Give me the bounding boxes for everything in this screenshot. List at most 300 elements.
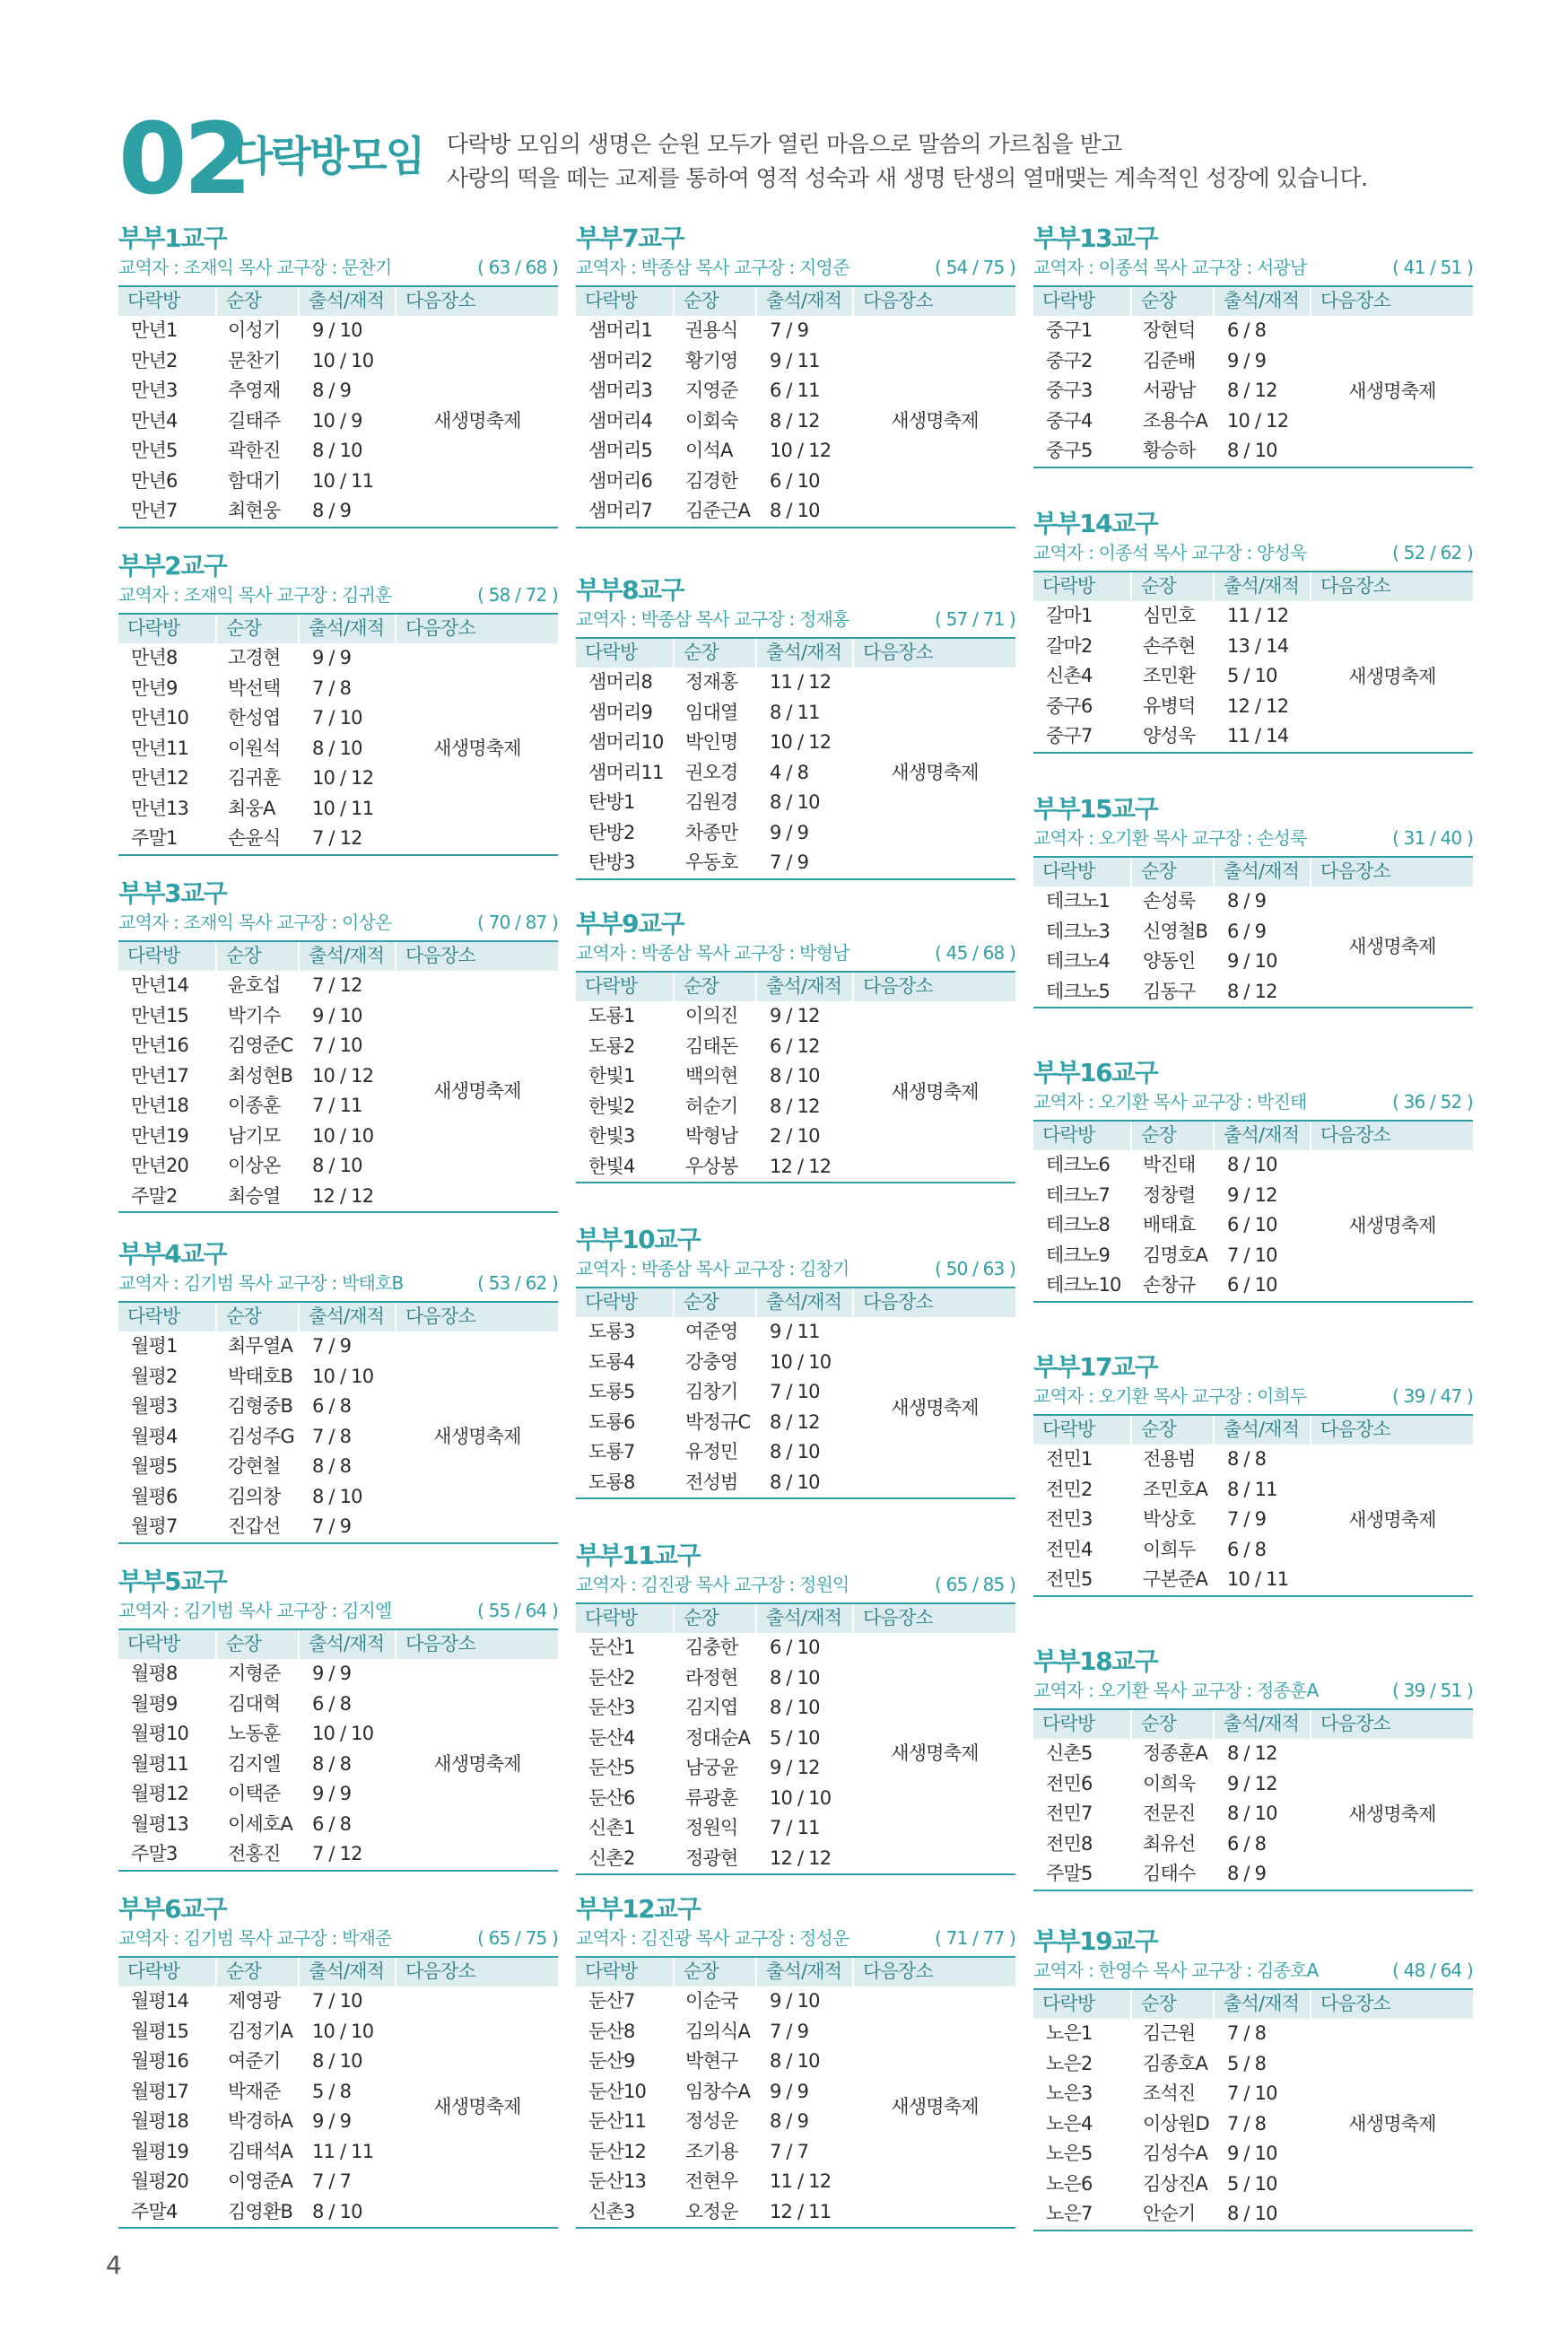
attendance-count: 8 / 11	[1227, 1478, 1277, 1500]
column-header: 순장	[1132, 572, 1215, 601]
section-description	[447, 127, 1368, 196]
darakbang-name: 월평11	[131, 1752, 189, 1775]
darakbang-name: 전민7	[1046, 1803, 1093, 1824]
attendance-count: 8 / 10	[1227, 2203, 1277, 2224]
group-section	[576, 574, 1015, 880]
group-leaders: 교역자 : 오기환 목사 교구장 : 손성룩	[1033, 827, 1307, 849]
next-place: 새생명축제	[891, 2096, 979, 2117]
leader-name: 김지엘	[228, 1752, 281, 1775]
group-leaders: 교역자 : 박종삼 목사 교구장 : 지영준	[576, 257, 849, 278]
leader-name: 양동인	[1143, 950, 1196, 972]
attendance-count: 9 / 10	[770, 1990, 820, 2012]
next-place: 새생명축제	[433, 2096, 521, 2117]
table-row	[1033, 2169, 1473, 2200]
attendance-count: 7 / 12	[312, 974, 362, 996]
attendance-count: 6 / 8	[312, 1692, 352, 1715]
attendance-count: 10 / 12	[312, 767, 374, 789]
group-title: 부부15교구	[1033, 794, 1158, 824]
attendance-count: 8 / 10	[312, 2050, 362, 2072]
leader-name: 김원경	[685, 791, 738, 813]
group-leaders: 교역자 : 오기환 목사 교구장 : 박진태	[1033, 1091, 1307, 1113]
table-row	[1033, 1859, 1473, 1890]
darakbang-name: 월평15	[131, 2020, 189, 2042]
leader-name: 전홍진	[228, 1843, 281, 1864]
group-leaders: 교역자 : 김기범 목사 교구장 : 박태호B	[118, 1272, 404, 1294]
group-title: 부부3교구	[118, 878, 227, 908]
group-leaders: 교역자 : 김진광 목사 교구장 : 정성운	[576, 1927, 849, 1949]
table-row	[1033, 346, 1473, 377]
next-place: 새생명축제	[433, 410, 521, 432]
leader-name: 안순기	[1143, 2203, 1196, 2224]
next-place: 새생명축제	[1348, 1508, 1436, 1531]
attendance-count: 7 / 9	[1227, 1508, 1267, 1530]
section-title: 다락방모임	[233, 132, 424, 180]
leader-name: 박인명	[685, 731, 738, 753]
next-place: 새생명축제	[433, 1080, 521, 1102]
darakbang-name: 샘머리7	[588, 500, 653, 521]
darakbang-name: 월평8	[131, 1663, 178, 1684]
attendance-count: 7 / 9	[312, 1335, 352, 1357]
table-row	[576, 818, 1015, 849]
darakbang-name: 한빛2	[588, 1095, 635, 1117]
page-header	[118, 101, 1464, 216]
leader-name: 정대순A	[685, 1726, 751, 1749]
column-header: 다락방	[576, 1604, 675, 1633]
next-place: 새생명축제	[1348, 665, 1436, 687]
leader-name: 김의창	[228, 1485, 281, 1507]
darakbang-name: 만년11	[131, 737, 189, 759]
darakbang-name: 만년16	[131, 1035, 189, 1056]
darakbang-name: 둔산2	[588, 1666, 635, 1689]
table-row	[1033, 1150, 1473, 1181]
table-row	[118, 1452, 558, 1482]
table-row	[1033, 632, 1473, 662]
table-row	[1033, 1241, 1473, 1271]
leader-name: 김성주G	[228, 1425, 294, 1447]
attendance-count: 10 / 12	[770, 731, 832, 753]
group-leaders: 교역자 : 박종삼 목사 교구장 : 박형남	[576, 942, 849, 964]
column-header: 다락방	[576, 1288, 675, 1317]
table-row	[1033, 1445, 1473, 1475]
table-row	[1033, 1270, 1473, 1301]
group-table	[1033, 1120, 1473, 1303]
leader-name: 정원익	[685, 1817, 738, 1838]
table-row	[1033, 2049, 1473, 2080]
group-leaders: 교역자 : 박종삼 목사 교구장 : 정재홍	[576, 608, 849, 630]
group-section	[118, 550, 558, 856]
darakbang-name: 만년14	[131, 974, 189, 996]
column-header: 다락방	[1033, 1710, 1132, 1739]
table-row	[576, 1663, 1015, 1694]
darakbang-name: 전민5	[1046, 1568, 1093, 1590]
leader-name: 이영준A	[228, 2170, 293, 2192]
attendance-count: 7 / 9	[770, 2020, 809, 2042]
leader-name: 이원석	[228, 737, 281, 759]
group-total: ( 57 / 71 )	[935, 608, 1015, 630]
column-header: 순장	[675, 1958, 757, 1986]
attendance-count: 10 / 9	[312, 409, 362, 432]
table-row	[1033, 2139, 1473, 2169]
leader-name: 김태석A	[228, 2140, 293, 2162]
leader-name: 김창기	[685, 1381, 738, 1402]
attendance-count: 8 / 8	[312, 1752, 352, 1775]
table-header	[1033, 571, 1473, 601]
darakbang-name: 탄방3	[588, 851, 635, 873]
attendance-count: 10 / 10	[770, 1350, 832, 1373]
table-row	[1033, 1181, 1473, 1211]
table-row	[118, 1122, 558, 1152]
darakbang-name: 노은1	[1046, 2022, 1093, 2044]
group-info	[118, 1925, 558, 1951]
darakbang-name: 둔산9	[588, 2050, 635, 2072]
table-row	[1033, 316, 1473, 346]
leader-name: 진갑선	[228, 1515, 281, 1537]
column-header: 순장	[1132, 1710, 1215, 1739]
leader-name: 이종훈	[228, 1095, 281, 1116]
leader-name: 조석진	[1143, 2082, 1196, 2104]
column-header: 출석/재적	[757, 1958, 854, 1986]
group-title: 부부18교구	[1033, 1646, 1158, 1676]
attendance-count: 10 / 10	[312, 349, 374, 371]
leader-name: 정종훈A	[1143, 1742, 1208, 1764]
column-header: 출석/재적	[1215, 1710, 1311, 1739]
attendance-count: 13 / 14	[1227, 634, 1289, 657]
leader-name: 김준배	[1143, 349, 1196, 371]
darakbang-name: 둔산7	[588, 1990, 635, 2012]
table-row	[118, 1512, 558, 1542]
group-info	[576, 1256, 1015, 1281]
next-place: 새생명축제	[433, 738, 521, 760]
column-header: 다음장소	[863, 1291, 933, 1313]
column-header: 다음장소	[1320, 1713, 1390, 1734]
leader-name: 황기영	[685, 349, 738, 371]
leader-name: 함대기	[228, 469, 281, 492]
darakbang-name: 전민2	[1046, 1478, 1093, 1500]
darakbang-name: 도룡3	[588, 1321, 635, 1342]
attendance-count: 7 / 8	[312, 1425, 352, 1447]
table-row	[576, 1468, 1015, 1498]
leader-name: 김형중B	[228, 1395, 293, 1417]
column-header: 순장	[675, 1604, 757, 1633]
leader-name: 허순기	[685, 1095, 738, 1117]
darakbang-name: 도룡6	[588, 1410, 635, 1433]
table-header	[118, 1628, 558, 1659]
column-header: 출석/재적	[757, 1288, 854, 1317]
group-table	[576, 1602, 1015, 1875]
darakbang-name: 노은2	[1046, 2052, 1093, 2074]
attendance-count: 6 / 9	[1227, 920, 1267, 942]
darakbang-name: 월평16	[131, 2050, 189, 2072]
group-info	[576, 940, 1015, 965]
group-info	[118, 1270, 558, 1296]
table-row	[1033, 601, 1473, 632]
attendance-count: 8 / 10	[312, 440, 362, 461]
attendance-count: 7 / 10	[312, 1990, 362, 2012]
column-header: 출석/재적	[300, 942, 396, 971]
column-header: 다음장소	[863, 975, 933, 997]
darakbang-name: 도룡2	[588, 1035, 635, 1057]
darakbang-name: 테크노4	[1046, 950, 1111, 972]
darakbang-name: 만년13	[131, 797, 189, 819]
leader-name: 김근원	[1143, 2022, 1196, 2044]
leader-name: 유병덕	[1143, 694, 1196, 717]
table-header	[1033, 1120, 1473, 1150]
attendance-count: 9 / 9	[770, 821, 809, 843]
group-info	[118, 910, 558, 935]
attendance-count: 8 / 9	[312, 500, 352, 521]
darakbang-name: 중구7	[1046, 725, 1093, 746]
group-total: ( 54 / 75 )	[935, 257, 1015, 278]
column-header: 순장	[217, 1630, 300, 1659]
group-info	[1033, 1384, 1473, 1409]
attendance-count: 8 / 9	[1227, 890, 1267, 912]
column-header: 다음장소	[863, 290, 933, 311]
leader-name: 김지엽	[685, 1697, 738, 1718]
attendance-count: 8 / 8	[312, 1455, 352, 1477]
leader-name: 최웅A	[228, 797, 275, 819]
table-row	[118, 1659, 558, 1689]
column-header: 순장	[217, 942, 300, 971]
attendance-count: 12 / 12	[1227, 694, 1289, 717]
group-title: 부부5교구	[118, 1567, 227, 1596]
attendance-count: 8 / 9	[312, 380, 352, 401]
column-header: 다음장소	[405, 1960, 475, 1982]
attendance-count: 5 / 8	[1227, 2052, 1267, 2074]
table-row	[118, 1031, 558, 1061]
column-header: 출석/재적	[757, 287, 854, 316]
leader-name: 조기용	[685, 2140, 738, 2162]
table-row	[576, 1348, 1015, 1378]
darakbang-name: 신촌4	[1046, 665, 1093, 686]
leader-name: 구본준A	[1143, 1568, 1208, 1590]
group-title: 부부19교구	[1033, 1926, 1158, 1956]
group-title: 부부6교구	[118, 1894, 227, 1924]
group-total: ( 70 / 87 )	[477, 912, 558, 933]
attendance-count: 10 / 12	[770, 440, 832, 461]
table-header	[576, 1287, 1015, 1317]
darakbang-name: 전민8	[1046, 1832, 1093, 1855]
column-header: 출석/재적	[757, 973, 854, 1001]
darakbang-name: 만년12	[131, 767, 189, 789]
next-place: 새생명축제	[433, 1753, 521, 1776]
darakbang-name: 월평5	[131, 1455, 178, 1477]
leader-name: 김동구	[1143, 980, 1196, 1002]
group-leaders: 교역자 : 조재익 목사 교구장 : 김귀훈	[118, 584, 392, 606]
darakbang-name: 월평18	[131, 2110, 189, 2132]
darakbang-name: 중구3	[1046, 380, 1093, 401]
leader-name: 정광현	[685, 1846, 738, 1869]
darakbang-name: 만년10	[131, 707, 189, 729]
attendance-count: 7 / 8	[312, 677, 352, 699]
attendance-count: 7 / 8	[1227, 2112, 1267, 2135]
leader-name: 전현우	[685, 2170, 738, 2192]
darakbang-name: 전민1	[1046, 1448, 1093, 1470]
column-header: 다락방	[576, 1958, 675, 1986]
leader-name: 박현구	[685, 2050, 738, 2072]
leader-name: 한성엽	[228, 707, 281, 729]
column-header: 다락방	[118, 1303, 217, 1331]
column-header: 다음장소	[863, 642, 933, 663]
darakbang-name: 만년5	[131, 440, 178, 461]
leader-name: 최승열	[228, 1184, 281, 1207]
attendance-count: 7 / 9	[770, 319, 809, 341]
column-header: 다락방	[118, 1630, 217, 1659]
table-row	[576, 1122, 1015, 1152]
description-line-2: 사랑의 떡을 떼는 교제를 통하여 영적 성숙과 새 생명 탄생의 열매맺는 계속적인 성장에 있습니다.	[447, 165, 1368, 191]
leader-name: 곽한진	[228, 440, 281, 461]
attendance-count: 8 / 10	[770, 1697, 820, 1718]
darakbang-name: 둔산3	[588, 1697, 635, 1718]
column-header: 출석/재적	[757, 1604, 854, 1633]
darakbang-name: 도룡8	[588, 1471, 635, 1493]
attendance-count: 8 / 9	[770, 2110, 809, 2132]
column-header: 출석/재적	[1215, 572, 1311, 601]
attendance-count: 7 / 9	[770, 851, 809, 873]
leader-name: 박상호	[1143, 1508, 1196, 1530]
section-number: 02	[118, 101, 249, 216]
table-row	[576, 788, 1015, 818]
darakbang-name: 신촌2	[588, 1846, 635, 1869]
attendance-count: 7 / 8	[1227, 2022, 1267, 2044]
leader-name: 김태돈	[685, 1035, 738, 1057]
leader-name: 전성범	[685, 1471, 738, 1493]
column-header: 다락방	[118, 942, 217, 971]
table-row	[576, 728, 1015, 758]
darakbang-name: 주말1	[131, 827, 178, 849]
darakbang-name: 테크노5	[1046, 980, 1111, 1002]
group-total: ( 71 / 77 )	[935, 1927, 1015, 1949]
table-row	[576, 1986, 1015, 2017]
leader-name: 강충영	[685, 1350, 738, 1373]
darakbang-name: 샘머리4	[588, 409, 653, 432]
table-row	[118, 643, 558, 674]
leader-name: 김명호A	[1143, 1244, 1208, 1266]
leader-name: 배태효	[1143, 1214, 1196, 1235]
column-header: 순장	[675, 973, 757, 1001]
column-header: 출석/재적	[757, 639, 854, 668]
table-row	[118, 316, 558, 346]
table-row	[576, 2197, 1015, 2228]
darakbang-name: 도룡7	[588, 1441, 635, 1462]
leader-name: 손창규	[1143, 1274, 1196, 1296]
table-row	[1033, 977, 1473, 1008]
group-leaders: 교역자 : 오기환 목사 교구장 : 이희두	[1033, 1385, 1307, 1407]
attendance-count: 6 / 11	[770, 380, 820, 401]
table-row	[118, 764, 558, 794]
group-total: ( 53 / 62 )	[477, 1272, 558, 1294]
table-header	[576, 285, 1015, 316]
darakbang-name: 만년20	[131, 1155, 189, 1176]
group-leaders: 교역자 : 김진광 목사 교구장 : 정원익	[576, 1574, 849, 1595]
table-row	[118, 1001, 558, 1032]
table-row	[576, 436, 1015, 467]
table-row	[118, 1331, 558, 1362]
table-row	[576, 1813, 1015, 1844]
table-row	[118, 1182, 558, 1212]
darakbang-name: 샘머리2	[588, 349, 653, 371]
attendance-count: 9 / 10	[1227, 950, 1277, 972]
table-row	[118, 1810, 558, 1840]
attendance-count: 9 / 12	[1227, 1183, 1277, 1206]
attendance-count: 10 / 12	[312, 1064, 374, 1087]
leader-name: 문찬기	[228, 349, 281, 371]
leader-name: 여준영	[685, 1321, 738, 1342]
darakbang-name: 둔산4	[588, 1726, 635, 1749]
attendance-count: 9 / 9	[312, 2110, 352, 2132]
group-info	[1033, 825, 1473, 851]
group-section	[118, 877, 558, 1213]
column-header: 다락방	[1033, 287, 1132, 316]
table-row	[576, 698, 1015, 729]
table-header	[576, 1956, 1015, 1986]
leader-name: 김충한	[685, 1637, 738, 1658]
darakbang-name: 만년19	[131, 1124, 189, 1147]
leader-name: 추영재	[228, 380, 281, 401]
attendance-count: 7 / 11	[770, 1817, 820, 1838]
attendance-count: 11 / 14	[1227, 725, 1289, 746]
darakbang-name: 만년7	[131, 500, 178, 521]
next-place: 새생명축제	[433, 1426, 521, 1448]
group-section	[118, 1238, 558, 1544]
table-row	[576, 1437, 1015, 1468]
group-section	[1033, 1925, 1473, 2231]
attendance-count: 8 / 10	[770, 1471, 820, 1493]
darakbang-name: 전민6	[1046, 1772, 1093, 1794]
group-table	[576, 1956, 1015, 2229]
darakbang-name: 월평6	[131, 1485, 178, 1507]
leader-name: 박재준	[228, 2080, 281, 2102]
group-total: ( 65 / 85 )	[935, 1574, 1015, 1595]
attendance-count: 10 / 10	[312, 1723, 374, 1744]
column-header: 다음장소	[405, 945, 475, 966]
table-row	[118, 436, 558, 467]
group-table	[1033, 1414, 1473, 1597]
darakbang-name: 샘머리10	[588, 731, 664, 753]
attendance-count: 5 / 10	[1227, 665, 1277, 686]
darakbang-name: 월평1	[131, 1335, 178, 1357]
table-header	[576, 971, 1015, 1001]
table-row	[118, 1689, 558, 1720]
leader-name: 지형준	[228, 1663, 281, 1684]
leader-name: 박선택	[228, 677, 281, 699]
table-row	[1033, 1739, 1473, 1769]
leader-name: 박태호B	[228, 1365, 293, 1387]
group-total: ( 39 / 47 )	[1392, 1385, 1473, 1407]
darakbang-name: 갈마1	[1046, 605, 1093, 626]
darakbang-name: 한빛4	[588, 1155, 635, 1177]
attendance-count: 8 / 10	[312, 2200, 362, 2222]
attendance-count: 10 / 11	[1227, 1568, 1289, 1590]
darakbang-name: 만년9	[131, 677, 178, 699]
leader-name: 이세호A	[228, 1812, 293, 1835]
group-table	[1033, 571, 1473, 754]
table-row	[118, 1362, 558, 1392]
darakbang-name: 테크노7	[1046, 1183, 1111, 1206]
leader-name: 황승하	[1143, 440, 1196, 461]
leader-name: 전문진	[1143, 1803, 1196, 1824]
column-header: 다음장소	[405, 290, 475, 311]
leader-name: 김태수	[1143, 1863, 1196, 1884]
group-total: ( 36 / 52 )	[1392, 1091, 1473, 1113]
table-header	[576, 637, 1015, 668]
attendance-count: 8 / 10	[1227, 1803, 1277, 1824]
attendance-count: 9 / 9	[312, 1783, 352, 1804]
attendance-count: 6 / 8	[1227, 319, 1267, 341]
group-table	[118, 1301, 558, 1544]
attendance-count: 5 / 10	[1227, 2172, 1277, 2195]
darakbang-name: 만년3	[131, 380, 178, 401]
leader-name: 고경현	[228, 647, 281, 668]
